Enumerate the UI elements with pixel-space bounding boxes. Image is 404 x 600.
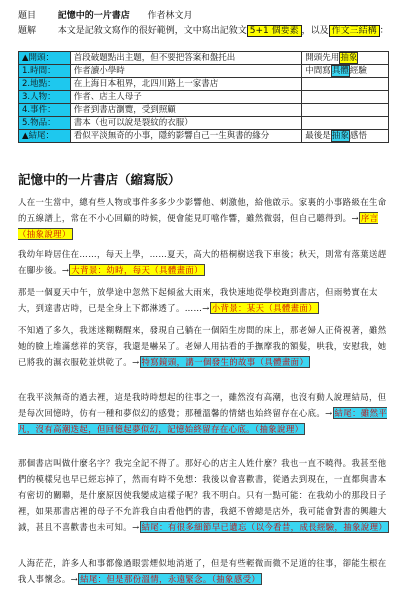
row-content: 作者到書店瀏覽，受到照顧	[70, 104, 302, 117]
element-table	[18, 51, 389, 143]
table-row	[19, 78, 389, 91]
note-highlight: 抽象	[340, 53, 358, 63]
annotation: 結尾：雖然平凡，沒有高潮迭起，但回憶起夢似幻，記憶始終留存在心底。（抽象說理）	[18, 408, 388, 434]
row-content: 在上海日本租界，北四川路上一家書店	[70, 78, 302, 91]
topic-line	[18, 9, 398, 24]
section-title: 記憶中的一片書店（縮寫版）	[18, 172, 181, 187]
topic-label: 題目	[18, 11, 37, 21]
paragraph-4	[18, 322, 390, 370]
paragraph-7	[18, 555, 390, 587]
arrow-icon: →	[132, 522, 140, 532]
paragraph-text: 在我平淡無奇的過去裡，這是我時時想起的往事之一，雖然沒有高潮，也沒有動人說理結局，但是每次回憶時，仿有一種和夢似幻的感覺；那種溫馨的情緒也始終留存在心底。	[18, 392, 387, 418]
note-highlight: 具體	[331, 66, 349, 76]
row-note	[302, 78, 389, 91]
paragraph-text: 我幼年時居住在……，每天上學，……夏天，高大的梧桐樹送我下車後；秋天，則常有落葉送趕在腳步後。	[18, 249, 387, 275]
row-content: 書本（也可以說是裂紋的衣服）	[70, 117, 302, 130]
table-row	[19, 104, 389, 117]
header	[18, 9, 398, 39]
row-content: 首段破題點出主題，但不要把答案和盤托出	[70, 52, 302, 65]
note-highlight: 抽象	[331, 131, 349, 141]
table-row	[19, 52, 389, 65]
topic-title: 記憶中的一片書店	[57, 11, 130, 21]
arrow-icon: →	[325, 408, 333, 418]
row-note	[302, 104, 389, 117]
paragraph-text: 人海茫茫，許多人和事都像過眼雲煙似地消逝了，但是有些輕微而微不足道的往事，卻能生根在我人事懷念。	[18, 558, 387, 584]
row-content: 看似平淡無奇的小事，隱約影響自己一生與書的緣分	[70, 130, 302, 143]
note-text: 開頭先用	[305, 53, 340, 63]
arrow-icon: →	[132, 357, 140, 367]
note-text: 中間寫	[305, 66, 331, 76]
annotation: 大背景：幼時，每天（具體畫面）	[71, 265, 203, 275]
annotation: 結尾：但是那份溫情，永遠緊念。（抽象感受）	[80, 574, 261, 584]
row-note	[302, 65, 389, 78]
table-row	[19, 91, 389, 104]
paragraph-6	[18, 455, 390, 535]
paragraph-3	[18, 284, 390, 316]
row-label: 3.人物：	[19, 91, 71, 104]
guide-text-3: ：	[379, 26, 389, 36]
note-tail: 經驗	[349, 66, 367, 76]
row-label: 4.事件：	[19, 104, 71, 117]
row-note	[302, 52, 389, 65]
note-tail: 感悟	[349, 131, 367, 141]
table-row	[19, 117, 389, 130]
row-content: 作者、店主人母子	[70, 91, 302, 104]
table-row	[19, 65, 389, 78]
row-label: 1.時間：	[19, 65, 71, 78]
guide-label: 題解	[18, 26, 37, 36]
row-note	[302, 130, 389, 143]
guide-text-1: 本文是記敘文寫作的很好範例，文中寫出記敘文	[57, 26, 247, 36]
paragraph-5	[18, 389, 390, 437]
guide-text-2: ，以及	[301, 26, 329, 36]
paragraph-text: 那是一個夏天中午，放學途中忽然下起傾盆大雨來，我快速地從學校跑到書店，但雨勢實在太大，到達書店時，已是全身上下都淋透了。	[18, 287, 378, 313]
author: 作者林文月	[147, 11, 193, 21]
row-note	[302, 117, 389, 130]
paragraph-text: 不知過了多久，我迷迷糊糊醒來，發現自己躺在一個陌生房間的床上，那老婦人正倚視著，雖然她的臉上堆滿慈祥的笑容，我還是嚇呆了。老婦人用拈看的手撫摩我的額髮，哄我，安慰我，她已將我的濕衣服乾並烘乾了。	[18, 325, 387, 367]
annotation: 序言（抽象說理）	[18, 213, 379, 239]
arrow-icon: →	[351, 213, 359, 223]
paragraph-2	[18, 246, 390, 278]
annotation: 特寫鏡頭，講一個發生的故事（具體畫面）	[141, 357, 309, 367]
paragraph-1	[18, 194, 390, 242]
annotation: 小背景：某天（具體畫面）	[211, 303, 318, 313]
paragraph-text: 人在一生當中，總有些人物或事件多多少少影響他、刺激他，給他啟示。家裏的小事路級在生命的五線譜上，常在不小心回顧的時候，便會能見叮噹作響，雖然微弱，但自己聽得到。	[18, 197, 387, 223]
table-row	[19, 130, 389, 143]
row-label: 5.物品：	[19, 117, 71, 130]
row-label: ▲結尾：	[19, 130, 71, 143]
row-label: ▲開頭：	[19, 52, 71, 65]
note-text: 最後是	[305, 131, 331, 141]
arrow-icon: →	[61, 265, 70, 275]
guide-box-structure: 作文三結構	[329, 25, 380, 37]
guide-line	[18, 24, 398, 39]
row-label: 2.地點：	[19, 78, 71, 91]
annotation: 結尾：有很多細節早已遺忘（以今看昔，成長經驗，抽象說理）	[141, 522, 388, 532]
row-content: 作者讀小學時	[70, 65, 302, 78]
guide-box-elements: 5+1 個要素	[247, 25, 302, 37]
arrow-icon: ……→	[184, 303, 210, 313]
paragraph-text: 那個書店叫做什麼名字？我完全記不得了。那好心的店主人姓什麼？我也一直不曉得。我甚至他們的模樣兒也早已經忘掉了，然而有時不免想：我後以會喜歡書，從過去到現在，一直都與書本有密切的關聯，是什麼原因使我變成這樣子呢？我不明白。只有一點可能：在我幼小的那段日子裡，如果那書店裡的母子不允許我自由看他們的書，我絕不曾總是店外，我可能會對書的興趣大減，甚且不喜歡書也未可知。	[18, 458, 387, 532]
arrow-icon: →	[70, 574, 79, 584]
row-note	[302, 91, 389, 104]
